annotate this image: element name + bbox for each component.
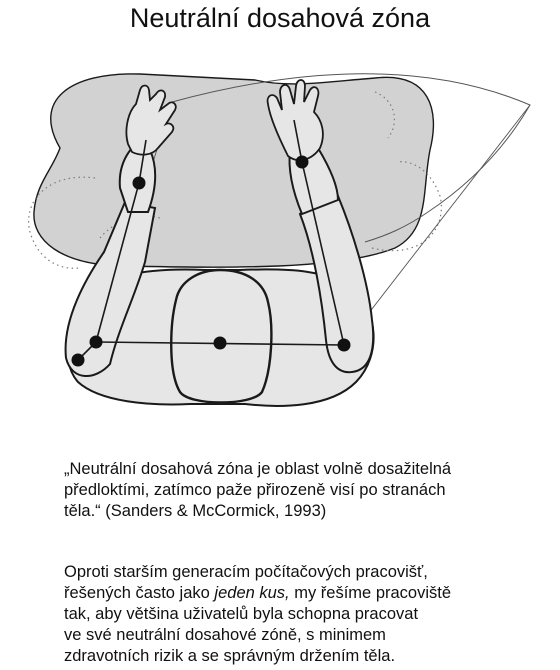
paragraph-line [64,583,534,604]
description-paragraph [64,562,534,667]
neutral-reach-zone [34,74,434,267]
page-title: Neutrální dosahová zóna [129,3,431,33]
joint-left-shoulder [90,336,103,349]
joint-left-elbow [72,354,85,367]
head [171,270,271,403]
quote-line: předloktími, zatímco paže přirozeně visí po stranách [64,481,446,499]
quote-line: „Neutrální dosahová zóna je oblast volně dosažitelná [64,460,452,478]
paragraph-text: my řešíme pracoviště [289,584,452,602]
joint-left-wrist [133,177,146,190]
quote-block [64,459,534,522]
paragraph-line: tak, aby většina uživatelů byla schopna pracovat [64,605,419,623]
paragraph-line: Oproti starším generacím počítačových pracovišť, [64,563,428,581]
joint-head-center [214,337,227,350]
emphasis-text: jeden kus, [214,584,290,602]
paragraph-text: řešených často jako [64,584,215,602]
joint-right-shoulder [338,339,351,352]
quote-line: těla.“ (Sanders & McCormick, 1993) [64,502,327,520]
neutral-reach-zone-diagram [0,56,560,416]
joint-right-wrist [296,156,309,169]
paragraph-line: zdravotních rizik a se správným držením těla. [64,647,396,665]
paragraph-line: ve své neutrální dosahové zóně, s minimem [64,626,386,644]
